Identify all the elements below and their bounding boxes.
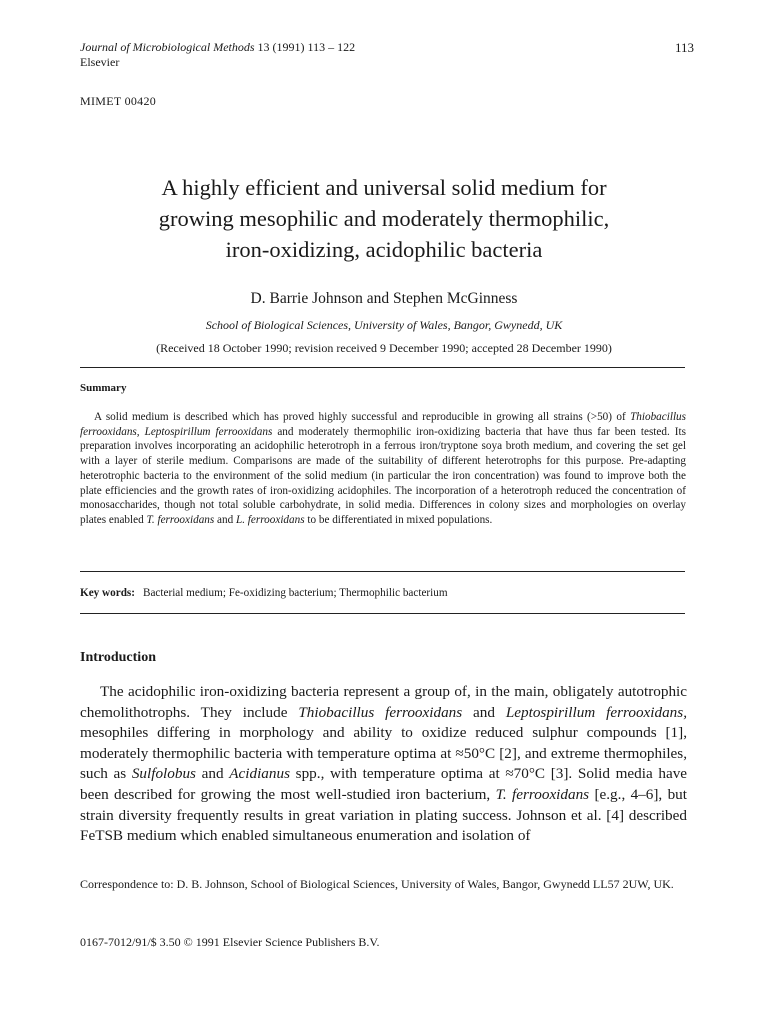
article-code: MIMET 00420 [80,94,157,108]
keywords-label: Key words: [80,587,135,599]
title-line: iron-oxidizing, acidophilic bacteria [225,237,543,262]
keywords-text: Bacterial medium; Fe-oxidizing bacterium; Thermophilic bacterium [143,587,448,599]
intro-text: and [201,765,224,783]
copyright-line: 0167-7012/91/$ 3.50 © 1991 Elsevier Science Publishers B.V. [80,935,380,949]
intro-italic: Leptospirillum ferrooxidans, [505,703,687,721]
intro-text: mesophiles differing in morphology and ability to oxidize reduced sulphur compounds [1], moderately thermophilic bacteria with temperature optima at ≈50°C [2], and extreme thermophiles, such as [80,724,687,783]
received-dates: (Received 18 October 1990; revision received 9 December 1990; accepted 28 December 1990) [156,341,612,355]
intro-text: The acidophilic iron-oxidizing bacteria represent a group of, in the main, obligately autotrophic chemolithotrophs. They include [80,683,687,721]
intro-italic: Thiobacillus ferrooxidans [298,703,463,721]
summary-italic: Thiobacillus ferrooxidans, Leptospirillum ferrooxidans [80,411,687,438]
journal-name: Journal of Microbiological Methods [80,40,255,54]
intro-text: and [473,703,495,721]
title-line: growing mesophilic and moderately thermophilic, [158,206,610,231]
publisher: Elsevier [80,55,120,69]
divider [80,571,685,572]
summary-italic: L. ferrooxidans [235,513,305,526]
journal-header [80,40,355,70]
summary-sentence: and moderately thermophilic iron-oxidizing bacteria that have thus far been tested. Its preparation involves incorporating an acidophilic heterotroph in a ferrous iron/tryptone soya broth medium, and covering the set gel with a layer of sterile medium. Comparisons are made of the suitability of different heterotrophs for this purpose. Pre-adapting heterotrophic bacteria to the environment of the solid medium (in particular the iron concentration) was found to improve both the plate efficiencies and the growth rates of iron-oxidizing acidophiles. The incorporation of a heterotroph reduced the concentration of monosaccharides, though not total soluble carbohydrate, in solid media. Differences in colony sizes and morphologies on overlay plates enabled [80,425,686,526]
divider [80,367,685,368]
intro-italic: Acidianus [229,765,290,783]
intro-italic: T. ferrooxidans [495,785,590,803]
page-number: 113 [674,40,694,55]
journal-citation: 13 (1991) 113 – 122 [257,40,356,54]
intro-text: [e.g., 4–6], but strain diversity frequently results in great variation in plating success. Johnson et al. [4] described FeTSB medium which enabled simultaneous enumeration and isolation of [80,785,687,845]
summary-heading: Summary [80,382,127,394]
summary-sentence: to be differentiated in mixed populations. [307,513,493,526]
authors: D. Barrie Johnson and Stephen McGinness [250,290,518,307]
paper-title [0,172,768,265]
summary-sentence: A solid medium is described which has proved highly successful and reproducible in growing all strains (>50) of [94,411,626,423]
correspondence: Correspondence to: D. B. Johnson, School of Biological Sciences, University of Wales, Bangor, Gwynedd LL57 2UW, UK. [80,877,674,891]
divider [80,613,685,614]
title-line: A highly efficient and universal solid medium for [161,175,607,200]
intro-italic: Sulfolobus [131,765,196,783]
intro-text: spp., with temperature optima at ≈70°C [3]. Solid media have been described for growing the most well-studied iron bacterium, [80,765,688,803]
summary-sentence: and [217,513,234,526]
introduction-text [80,682,687,847]
keywords [80,587,448,599]
introduction-heading: Introduction [80,650,156,665]
affiliation: School of Biological Sciences, University of Wales, Bangor, Gwynedd, UK [205,318,563,332]
summary-text [80,410,686,528]
summary-italic: T. ferrooxidans [146,513,215,526]
